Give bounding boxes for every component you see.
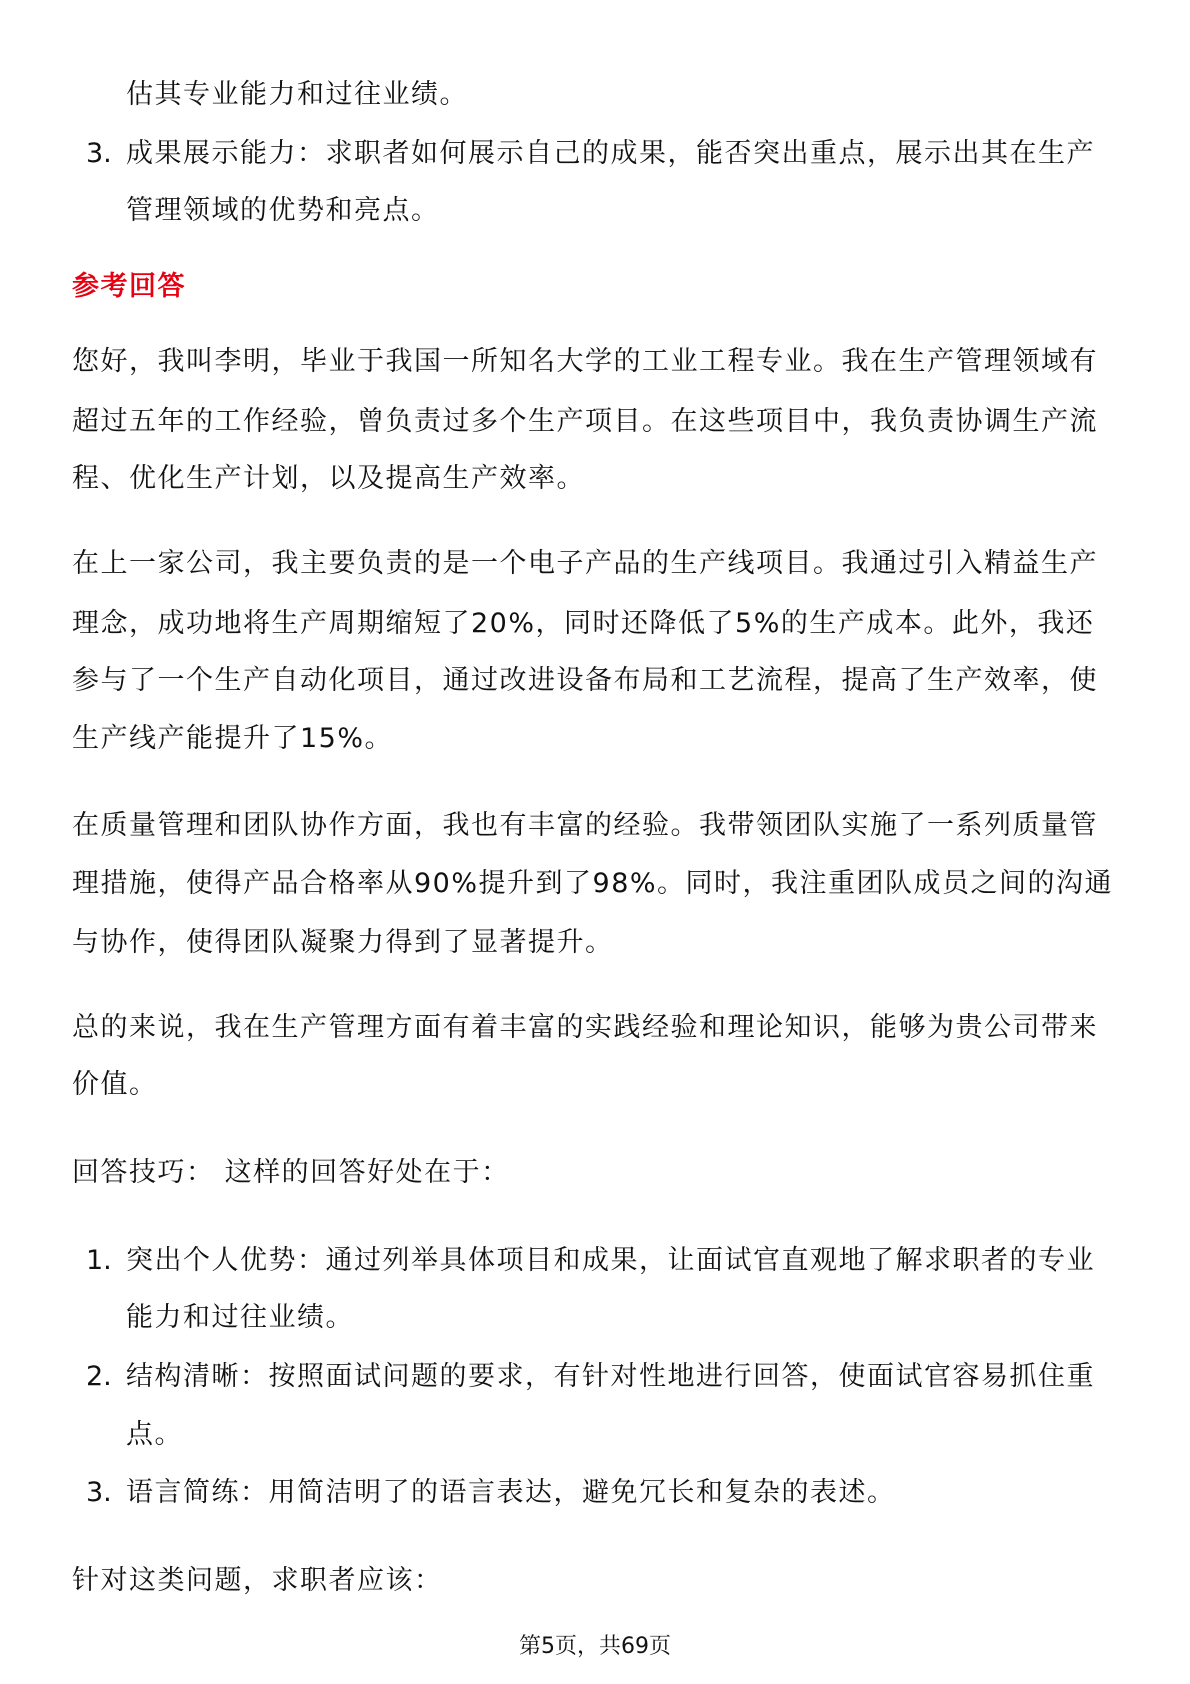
paragraph-line: 理念，成功地将生产周期缩短了20%，同时还降低了5%的生产成本。此外，我还 [72,608,1095,639]
paragraph-line: 程、优化生产计划，以及提高生产效率。 [72,463,585,494]
list-item-text: 能力和过往业绩。 [126,1302,354,1333]
list-item-text: 语言简练：用简洁明了的语言表达，避免冗长和复杂的表述。 [126,1477,896,1508]
list-number: 2. [86,1361,112,1392]
paragraph-line: 与协作，使得团队凝聚力得到了显著提升。 [72,927,614,958]
list-item-text: 结构清晰：按照面试问题的要求，有针对性地进行回答，使面试官容易抓住重 [126,1361,1095,1392]
paragraph-line: 在质量管理和团队协作方面，我也有丰富的经验。我带领团队实施了一系列质量管 [72,810,1098,841]
list-item-text: 点。 [126,1419,183,1450]
page-number: 第5页，共69页 [519,1634,671,1659]
paragraph-line: 在上一家公司，我主要负责的是一个电子产品的生产线项目。我通过引入精益生产 [72,548,1098,579]
list-item-text: 突出个人优势：通过列举具体项目和成果，让面试官直观地了解求职者的专业 [126,1245,1095,1276]
list-item-text: 管理领域的优势和亮点。 [126,195,440,226]
paragraph-line: 参与了一个生产自动化项目，通过改进设备布局和工艺流程，提高了生产效率，使 [72,665,1098,696]
section-title: 参考回答 [72,271,186,302]
list-number: 1. [86,1245,112,1276]
paragraph-line: 理措施，使得产品合格率从90%提升到了98%。同时，我注重团队成员之间的沟通 [72,868,1114,899]
list-item-continuation: 估其专业能力和过往业绩。 [126,79,468,110]
paragraph-line: 您好，我叫李明，毕业于我国一所知名大学的工业工程专业。我在生产管理领域有 [72,346,1098,377]
list-number: 3. [86,1477,112,1508]
list-item-text: 成果展示能力：求职者如何展示自己的成果，能否突出重点，展示出其在生产 [126,138,1095,169]
paragraph-line: 总的来说，我在生产管理方面有着丰富的实践经验和理论知识，能够为贵公司带来 [72,1012,1098,1043]
paragraph-line: 生产线产能提升了15%。 [72,723,394,754]
closing-line: 针对这类问题，求职者应该： [72,1565,443,1596]
paragraph-line: 价值。 [72,1069,158,1100]
tips-intro: 回答技巧： 这样的回答好处在于： [72,1157,510,1188]
paragraph-line: 超过五年的工作经验，曾负责过多个生产项目。在这些项目中，我负责协调生产流 [72,406,1098,437]
list-number: 3. [86,138,112,169]
